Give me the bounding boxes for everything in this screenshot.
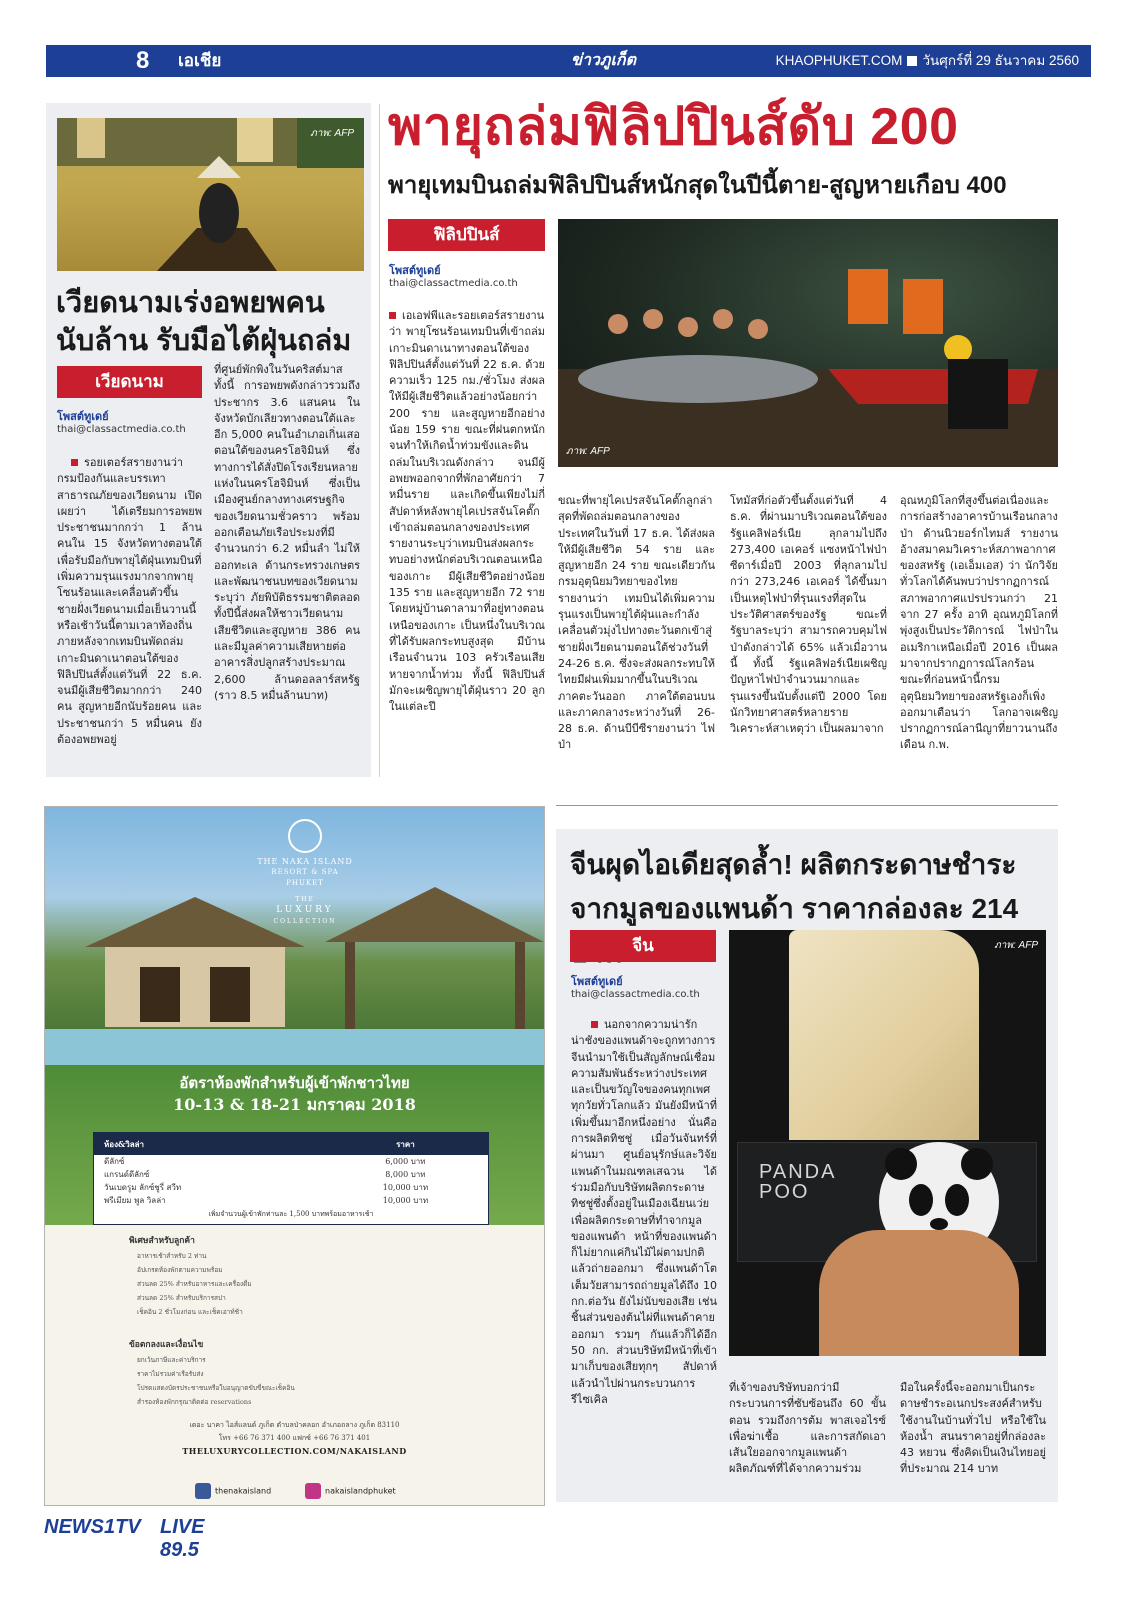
philippines-column-3: โทมัสที่ก่อตัวขึ้นตั้งแต่วันที่ 4 ธ.ค. ที่ผ่านมาบริเวณตอนใต้ของรัฐแคลิฟอร์เนีย ลุกลามไปถึง 273,400 เอเคอร์ แซงหน้าไฟป่าซีดาร์เมื่อปี 2003 ที่ลุกลามไปกว่า 273,246 เอเคอร์ ได้ขึ้นมาเป็นเหตุไฟป่าที่รุนแรงที่สุดในประวัติศาสตร์ของรัฐ ขณะที่รัฐบาลระบุว่า สามารถควบคุมไฟป่าดังกล่าวได้ 65% แล้วเมื่อวานนี้ ทั้งนี้ รัฐแคลิฟอร์เนียเผชิญปัญหาไฟป่าจำนวนมากและรุนแรงขึ้นนับตั้งแต่ปี 2000 โดยนักวิทยาศาสตร์หลายรายวิเคราะห์สาเหตุว่า เป็นผลมาจาก bbox=[730, 494, 887, 736]
table-row: แกรนด์ดีลักซ์ 8,000 บาท bbox=[104, 1170, 426, 1179]
tissue-paper bbox=[789, 930, 979, 1140]
bullet-icon bbox=[71, 459, 78, 466]
china-column-1: นอกจากความน่ารักน่าชังของแพนด้าจะถูกทางการจีนนำมาใช้เป็นสัญลักษณ์เชื่อมความสัมพันธ์ระหว่างประเทศและเป็นขวัญใจของคนทุกเพศทุกวัยทั่วโลกแล้ว มันยังมีหน้าที่เพิ่มขึ้นมาอีกหนึ่งอย่าง นั่นคือการผลิตทิชชู่ เมื่อวันจันทร์ที่ผ่านมา ศูนย์อนุรักษ์และวิจัยแพนด้าในมณฑลเสฉวน ได้ร่วมมือกับบริษัทผลิตกระดาษทิชชู่ซึ่งตั้งอยู่ในเมืองเฉียนเว่ย เพื่อผลิตกระดาษที่ทำจากมูลของแพนด้า หน้าที่ของแพนด้าก็ไม่ยากแค่กินไม้ไผ่ตามปกติแล้วถ่ายออกมา ซึ่งแพนด้าโตเต็มวัยสามารถถ่ายมูลได้ถึง 10 กก.ต่อวัน ยังไม่นับของเสีย เช่น ชิ้นส่วนของต้นไผ่ที่แพนด้าคายออกมา รวมๆ กันแล้วก็ได้อีก 50 กก. ส่วนบริษัทมีหน้าที่เข้ามาเก็บของเสียทุกๆ สัปดาห์ แล้วนำไปผ่านกระบวนการรีไซเคิล bbox=[571, 1018, 717, 1406]
philippines-byline bbox=[389, 264, 518, 290]
china-column-3: มือในครั้งนี้จะออกมาเป็นกระดาษชำระอเนกประสงค์สำหรับใช้งานในบ้านทั่วไป หรือใช้ในห้องน้ำ สนนราคาอยู่ที่กล่องละ 43 หยวน ซึ่งคิดเป็นเงินไทยอยู่ที่ประมาณ 214 บาท bbox=[900, 1381, 1046, 1476]
philippines-section-tag: ฟิลิปปินส์ bbox=[388, 219, 545, 251]
room-rate-table bbox=[93, 1132, 489, 1225]
rescue-illustration bbox=[558, 219, 1058, 467]
page-number: 8 bbox=[136, 47, 150, 74]
facebook-link[interactable]: thenakaisland bbox=[195, 1483, 271, 1499]
newspaper-logo: ข่าวภูเก็ต bbox=[571, 52, 636, 69]
author-email: thai@classactmedia.co.th bbox=[57, 424, 186, 435]
philippines-column-1: เอเอฟพีและรอยเตอร์สรายงานว่า พายุโซนร้อนเทมบินที่เข้าถล่มเกาะมินดาเนาทางตอนใต้ของฟิลิปปินส์ตั้งแต่วันที่ 22 ธ.ค. ด้วยความเร็ว 125 กม./ชั่วโมง ส่งผลให้มีผู้เสียชีวิตแล้วอย่างน้อยกว่า 200 ราย และสูญหายอีกอย่างน้อย 159 ราย ขณะที่ฝนตกหนักจนทำให้เกิดน้ำท่วมขังและดินถล่มในบริเวณดังกล่าว จนมีผู้อพยพออกจากที่พักอาศัยกว่า 7 หมื่นราย และเกิดขึ้นเพียงไม่กี่สัปดาห์หลังพายุไคเปรสจันโคตั๊กเข้าถล่มตอนกลางของประเทศ รายงานระบุว่าเทมบินส่งผลกระทบอย่างหนักต่อบริเวณตอนเหนือของเกาะ มีผู้เสียชีวิตอย่างน้อย 135 ราย และสูญหายอีก 72 ราย โดยหมู่บ้านดาลามาที่อยู่ทางตอนเหนือของเกาะ เป็นหนึ่งในบริเวณที่ได้รับผลกระทบสูงสุด มีบ้านเรือนจำนวน 103 ครัวเรือนเสียหายจากน้ำท่วม ทั้งนี้ ฟิลิปปินส์มักจะเผชิญพายุไต้ฝุ่นราว 20 ลูกในแต่ละปี bbox=[389, 309, 545, 714]
table-row: ดีลักซ์ 6,000 บาท bbox=[104, 1157, 426, 1166]
china-headline: จีนผุดไอเดียสุดล้ำ! ผลิตกระดาษชำระจากมูลของแพนด้า ราคากล่องละ 214 bbox=[570, 849, 1019, 924]
panda-tissue-photo bbox=[729, 930, 1046, 1356]
ad-url[interactable]: THELUXURYCOLLECTION.COM/NAKAISLAND bbox=[182, 1446, 407, 1456]
vietnam-byline bbox=[57, 410, 186, 436]
author-name: โพสต์ทูเดย์ bbox=[389, 264, 441, 277]
china-byline bbox=[571, 975, 700, 1001]
table-row: วันเบดรูม ลักซ์ชูรี่ สวีท 10,000 บาท bbox=[104, 1183, 429, 1192]
vietnam-flood-photo bbox=[57, 118, 364, 271]
philippines-column-4: อุณหภูมิโลกที่สูงขึ้นต่อเนื่องและการก่อสร้างอาคารบ้านเรือนกลางป่า ด้านนิวยอร์กไทมส์ รายงานอ้างสมาคมวิเคราะห์สภาพอากาศของสหรัฐ (เอเอ็มเอส) ว่า นักวิจัยทั่วโลกได้ค้นพบว่าปรากฏการณ์สภาพอากาศแปรปรวนกว่า 21 จาก 27 ครั้ง อาทิ อุณหภูมิโลกที่พุ่งสูงเป็นประวัติการณ์ ไฟป่าในอเมริกาเหนือเมื่อปี 2016 เป็นผลมาจากปรากฏการณ์โลกร้อน ขณะที่ก่อนหน้านี้กรมอุตุนิยมวิทยาของสหรัฐเองก็เพิ่งออกมาเตือนว่า โลกอาจเผชิญปรากฏการณ์ลานีญาที่ยาวนานถึงเดือน ก.พ. bbox=[900, 494, 1058, 752]
photo-credit: ภาพ: AFP bbox=[566, 446, 610, 457]
philippines-column-2: ขณะที่พายุไคเปรสจันโคตั๊กลูกล่าสุดที่พัดถล่มตอนกลางของประเทศในวันที่ 17 ธ.ค. ได้ส่งผลให้มีผู้เสียชีวิต 54 ราย และสูญหายอีก 24 ราย ขณะเดียวกันกรมอุตุนิยมวิทยาของไทย รายงานว่า เทมบินได้เพิ่มความรุนแรงเป็นพายุไต้ฝุ่นและกำลังเคลื่อนตัวมุ่งไปทางตะวันตกเข้าสู่ชายฝั่งเวียดนามตอนใต้ช่วงวันที่ 24-26 ธ.ค. ซึ่งจะส่งผลกระทบให้ไทยมีฝนเพิ่มมากขึ้นในบริเวณภาคตะวันออก ภาคใต้ตอนบน และภาคกลางระหว่างวันที่ 26-28 ธ.ค. ด้านบีบีซีรายงานว่า ไฟป่า bbox=[558, 494, 715, 752]
china-section-tag: จีน bbox=[570, 930, 716, 962]
ad-footer: เดอะ นาคา ไอส์แลนด์ ภูเก็ต ตำบลป่าคลอก อำเภอถลาง ภูเก็ต 83110 โทร +66 76 371 400 แฟกซ์ +66 76 371 401 THELUXURYCOLLECTION.COM/NAKAISLAND bbox=[45, 1419, 544, 1458]
column-divider bbox=[379, 104, 380, 777]
philippines-headline: พายุถล่มฟิลิปปินส์ดับ 200 bbox=[388, 98, 959, 156]
bullet-icon bbox=[591, 1021, 598, 1028]
resort-logo: THE NAKA ISLAND RESORT & SPA PHUKET THE LUXURY COLLECTION bbox=[245, 819, 365, 926]
philippines-subheadline: พายุเทมบินถล่มฟิลิปปินส์หนักสุดในปีนี้ตาย-สูญหายเกือบ 400 bbox=[388, 172, 1007, 199]
table-row: พรีเมียม พูล วิลล่า 10,000 บาท bbox=[104, 1196, 429, 1205]
corner-logo-icon bbox=[46, 45, 76, 69]
section-divider bbox=[556, 805, 1058, 806]
ad-headline: อัตราห้องพักสำหรับผู้เข้าพักชาวไทย 10-13 & 18-21 มกราคม 2018 bbox=[173, 1074, 416, 1114]
issue-date: วันศุกร์ที่ 29 ธันวาคม 2560 bbox=[922, 53, 1079, 68]
perks-section: พิเศษสำหรับลูกค้า อาหารเช้าสำหรับ 2 ท่าน อัปเกรดห้องพักตามความพร้อม ส่วนลด 25% สำหรับอาหารและเครื่องดื่ม ส่วนลด 25% สำหรับบริการสปา เช็คอิน 2 ชั่วโมงก่อน และเช็คเอาท์ช้า bbox=[129, 1236, 252, 1316]
author-email: thai@classactmedia.co.th bbox=[389, 278, 518, 289]
hand-holding-box bbox=[819, 1230, 1019, 1356]
website-and-date bbox=[776, 45, 1079, 77]
instagram-icon bbox=[305, 1483, 321, 1499]
table-header: ห้อง&วิลล่า ราคา bbox=[94, 1133, 488, 1155]
resort-emblem-icon bbox=[288, 819, 322, 853]
section-name: เอเชีย bbox=[178, 51, 222, 70]
china-column-2: ที่เจ้าของบริษัทบอกว่ามีกระบวนการที่ซับซ้อนถึง 60 ขั้นตอน รวมถึงการต้ม พาสเจอไรซ์เพื่อฆ่าเชื้อ และการสกัดเอาเส้นใยออกจากมูลแพนด้า ผลิตภัณฑ์ที่ได้จากความร่วม bbox=[729, 1381, 886, 1476]
author-email: thai@classactmedia.co.th bbox=[571, 989, 700, 1000]
philippines-rescue-photo bbox=[558, 219, 1058, 467]
news1tv-logo: NEWS1TV bbox=[44, 1516, 141, 1538]
author-name: โพสต์ทูเดย์ bbox=[57, 410, 109, 423]
vietnam-column-1: รอยเตอร์สรายงานว่า กรมป้องกันและบรรเทาสาธารณภัยของเวียดนาม เปิดเผยว่า ได้เตรียมการอพยพประชาชนมากกว่า 1 ล้านคนใน 15 จังหวัดทางตอนใต้ เพื่อรับมือกับพายุไต้ฝุ่นเทมบินที่เพิ่มความรุนแรงมากจากพายุโซนร้อนและเคลื่อนตัวขึ้นชายฝั่งเวียดนามเมื่อเย็นวานนี้ หรือเช้าวันนี้ตามเวลาท้องถิ่น ภายหลังจากเทมบินพัดถล่มเกาะมินดาเนาตอนใต้ของฟิลิปปินส์ตั้งแต่วันที่ 22 ธ.ค. จนมีผู้เสียชีวิตมากกว่า 240 คน สูญหายอีกนับร้อยคน และประชาชนกว่า 5 หมื่นคน ยังต้องอพยพอยู่ bbox=[57, 456, 202, 747]
resort-photo bbox=[45, 807, 544, 1065]
terms-section: ข้อตกลงและเงื่อนไข ยกเว้นภาษีและค่าบริการ ราคาไม่รวมค่าเรือรับส่ง โปรดแสดงบัตรประชาชนหรือใบอนุญาตขับขี่ขณะเช็คอิน สำรองห้องพักกรุณาติดต่อ reservations bbox=[129, 1340, 295, 1406]
vietnam-column-2: ที่ศูนย์พักพิงในวันคริสต์มาส ทั้งนี้ การอพยพดังกล่าวรวมถึงประชากร 3.6 แสนคน ในจังหวัดบักเลียวทางตอนใต้และอีก 5,000 คนในอำเภอเกิ่นเสอ ตอนใต้ของนครโฮจิมินห์ ซึ่งทางการได้สั่งปิดโรงเรียนหลายแห่งในนครโฮจิมินห์ ซึ่งเป็นเมืองศูนย์กลางทางเศรษฐกิจของเวียดนามชั่วคราว พร้อมออกเตือนภัยเรือประมงที่มีจำนวนกว่า 6.2 หมื่นลำ ไม่ให้ออกทะเล ด้านกระทรวงเกษตรและพัฒนาชนบทของเวียดนามระบุว่า ภัยพิบัติธรรมชาติตลอดทั้งปีนี้ส่งผลให้ชาวเวียดนามเสียชีวิตและสูญหาย 386 คน และมีมูลค่าความเสียหายต่ออาคารสิ่งปลูกสร้างประมาณ 2,600 ล้านดอลลาร์สหรัฐ (ราว 8.5 หมื่นล้านบาท) bbox=[214, 363, 360, 702]
website: KHAOPHUKET.COM bbox=[775, 53, 903, 68]
bullet-icon bbox=[389, 312, 396, 319]
photo-credit: ภาพ: AFP bbox=[994, 940, 1038, 951]
hotel-advertisement bbox=[44, 806, 545, 1506]
author-name: โพสต์ทูเดย์ bbox=[571, 975, 623, 988]
vietnam-section-tag: เวียดนาม bbox=[57, 366, 202, 398]
instagram-link[interactable]: nakaislandphuket bbox=[305, 1483, 396, 1499]
page-header-bar bbox=[46, 45, 1091, 77]
table-note: เพิ่มจำนวนผู้เข้าพักท่านละ 1,500 บาทพร้อมอาหารเช้า bbox=[208, 1210, 374, 1218]
product-brand: PANDA POO bbox=[759, 1161, 837, 1203]
facebook-icon bbox=[195, 1483, 211, 1499]
vietnam-headline: เวียดนามเร่งอพยพคน นับล้าน รับมือไต้ฝุ่นถล่ม bbox=[56, 287, 352, 357]
photo-credit: ภาพ: AFP bbox=[310, 128, 354, 139]
live-radio-logo: LIVE 89.5 bbox=[160, 1516, 205, 1561]
